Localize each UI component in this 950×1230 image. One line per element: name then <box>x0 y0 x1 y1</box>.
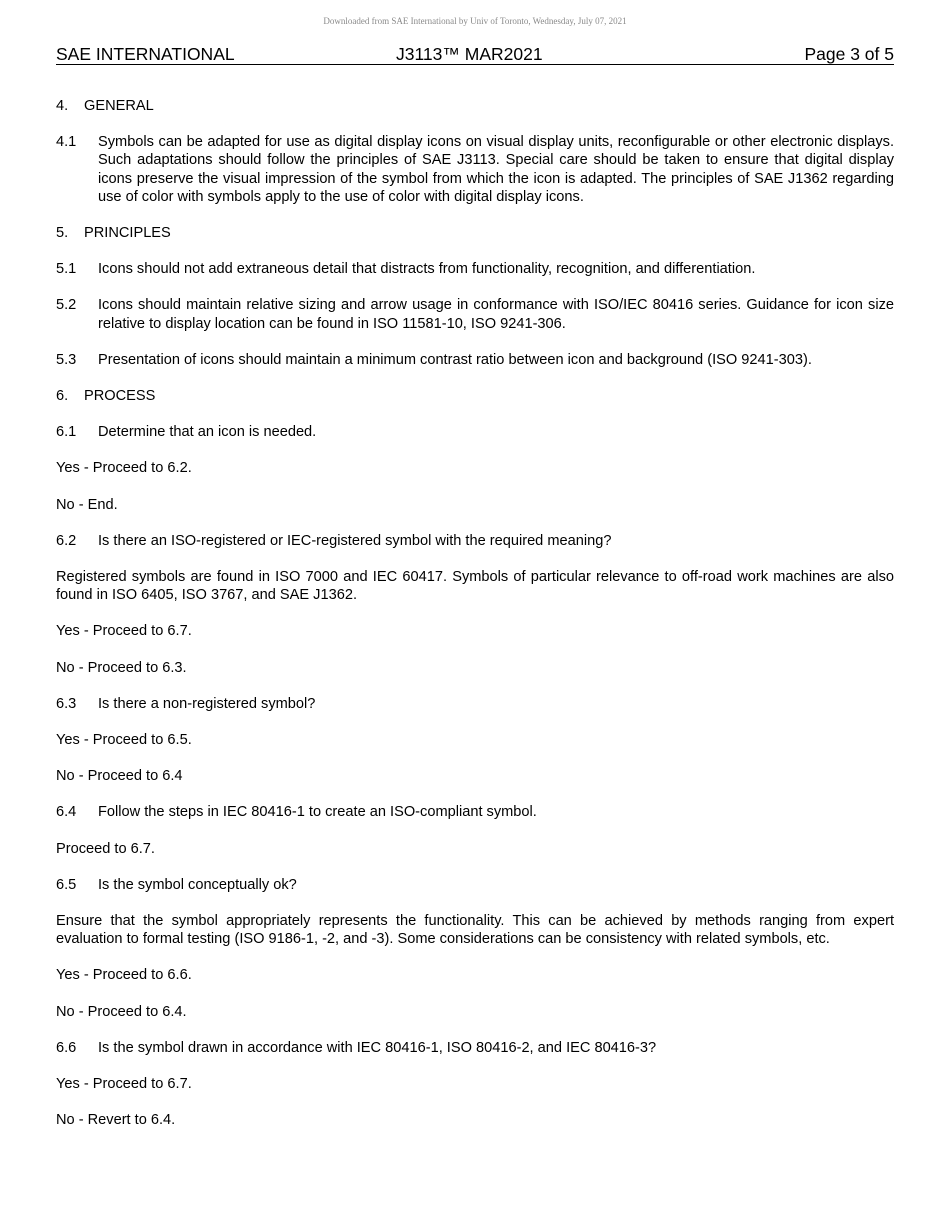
section-title: PROCESS <box>84 388 156 405</box>
clause-6-3-yes: Yes - Proceed to 6.5. <box>56 732 192 749</box>
clause-text: Presentation of icons should maintain a minimum contrast ratio between icon and background (ISO 9241-303). <box>98 351 812 368</box>
clause-number: 6.1 <box>56 424 77 441</box>
clause-number: 6.5 <box>56 876 77 893</box>
download-watermark: Downloaded from SAE International by Univ of Toronto, Wednesday, July 07, 2021 <box>323 16 627 26</box>
section-heading-process <box>56 387 894 405</box>
section-number: 6. <box>56 388 69 405</box>
section-title: PRINCIPLES <box>84 225 171 242</box>
clause-6-1-no: No - End. <box>56 496 118 513</box>
clause-6-5-yes: Yes - Proceed to 6.6. <box>56 967 192 984</box>
clause-text: Icons should maintain relative sizing and arrow usage in conformance with ISO/IEC 80416 series. Guidance for icon size relative to display location can be found in ISO 11581-10, ISO 9241-306. <box>98 297 894 332</box>
clause-text: Symbols can be adapted for use as digital display icons on visual display units, reconfigurable or other electronic displays. Such adaptations should follow the principles of SAE J3113. Special care should be taken to ensure that digital display icons preserve the visual impression of the symbol from which the icon is adapted. The principles of SAE J1362 regarding use of color with symbols apply to the use of color with digital display icons. <box>98 134 894 205</box>
clause-text: Icons should not add extraneous detail that distracts from functionality, recognition, and differentiation. <box>98 261 756 278</box>
clause-6-6-yes: Yes - Proceed to 6.7. <box>56 1076 192 1093</box>
section-heading-general <box>56 97 894 115</box>
section-number: 4. <box>56 98 69 114</box>
clause-5-2 <box>56 296 894 332</box>
clause-text: Is the symbol drawn in accordance with IEC 80416-1, ISO 80416-2, and IEC 80416-3? <box>98 1039 657 1056</box>
clause-number: 6.3 <box>56 695 77 712</box>
clause-5-1 <box>56 260 894 278</box>
clause-text: Is there an ISO-registered or IEC-registered symbol with the required meaning? <box>98 532 612 549</box>
clause-text: Is there a non-registered symbol? <box>98 695 316 712</box>
clause-6-1-yes: Yes - Proceed to 6.2. <box>56 460 192 477</box>
clause-number: 6.4 <box>56 804 77 821</box>
clause-number: 6.6 <box>56 1039 77 1056</box>
document-body <box>56 97 894 1148</box>
header-page-number: Page 3 of 5 <box>804 44 894 64</box>
clause-6-2-no: No - Proceed to 6.3. <box>56 659 187 676</box>
header-document-id: J3113™ MAR2021 <box>396 44 543 64</box>
clause-text: Determine that an icon is needed. <box>98 424 317 441</box>
section-heading-principles <box>56 224 894 242</box>
clause-6-3-no: No - Proceed to 6.4 <box>56 768 183 785</box>
clause-6-5-no: No - Proceed to 6.4. <box>56 1003 187 1020</box>
clause-6-5 <box>56 876 894 894</box>
clause-number: 5.2 <box>56 297 77 314</box>
clause-6-1 <box>56 423 894 441</box>
clause-number: 5.1 <box>56 261 77 278</box>
section-title: GENERAL <box>84 98 154 114</box>
clause-6-2-yes: Yes - Proceed to 6.7. <box>56 623 192 640</box>
clause-number: 4.1 <box>56 134 77 151</box>
section-number: 5. <box>56 225 69 242</box>
clause-6-6 <box>56 1039 894 1057</box>
clause-6-2 <box>56 532 894 550</box>
clause-5-3 <box>56 351 894 369</box>
clause-6-3 <box>56 695 894 713</box>
page-header <box>56 43 894 65</box>
clause-4-1 <box>56 133 894 206</box>
clause-6-6-no: No - Revert to 6.4. <box>56 1112 176 1129</box>
clause-6-5-body: Ensure that the symbol appropriately represents the functionality. This can be achieved by methods ranging from expert evaluation to formal testing (ISO 9186-1, -2, and -3). Some considerations can be consistency with related symbols, etc. <box>56 913 894 948</box>
clause-6-4-next: Proceed to 6.7. <box>56 840 155 857</box>
clause-number: 6.2 <box>56 532 77 549</box>
header-organization: SAE INTERNATIONAL <box>56 44 235 64</box>
clause-text: Is the symbol conceptually ok? <box>98 876 297 893</box>
clause-number: 5.3 <box>56 351 77 368</box>
clause-6-2-body: Registered symbols are found in ISO 7000 and IEC 60417. Symbols of particular relevance to off-road work machines are also found in ISO 6405, ISO 3767, and SAE J1362. <box>56 569 894 604</box>
clause-text: Follow the steps in IEC 80416-1 to create an ISO-compliant symbol. <box>98 804 537 821</box>
clause-6-4 <box>56 803 894 821</box>
